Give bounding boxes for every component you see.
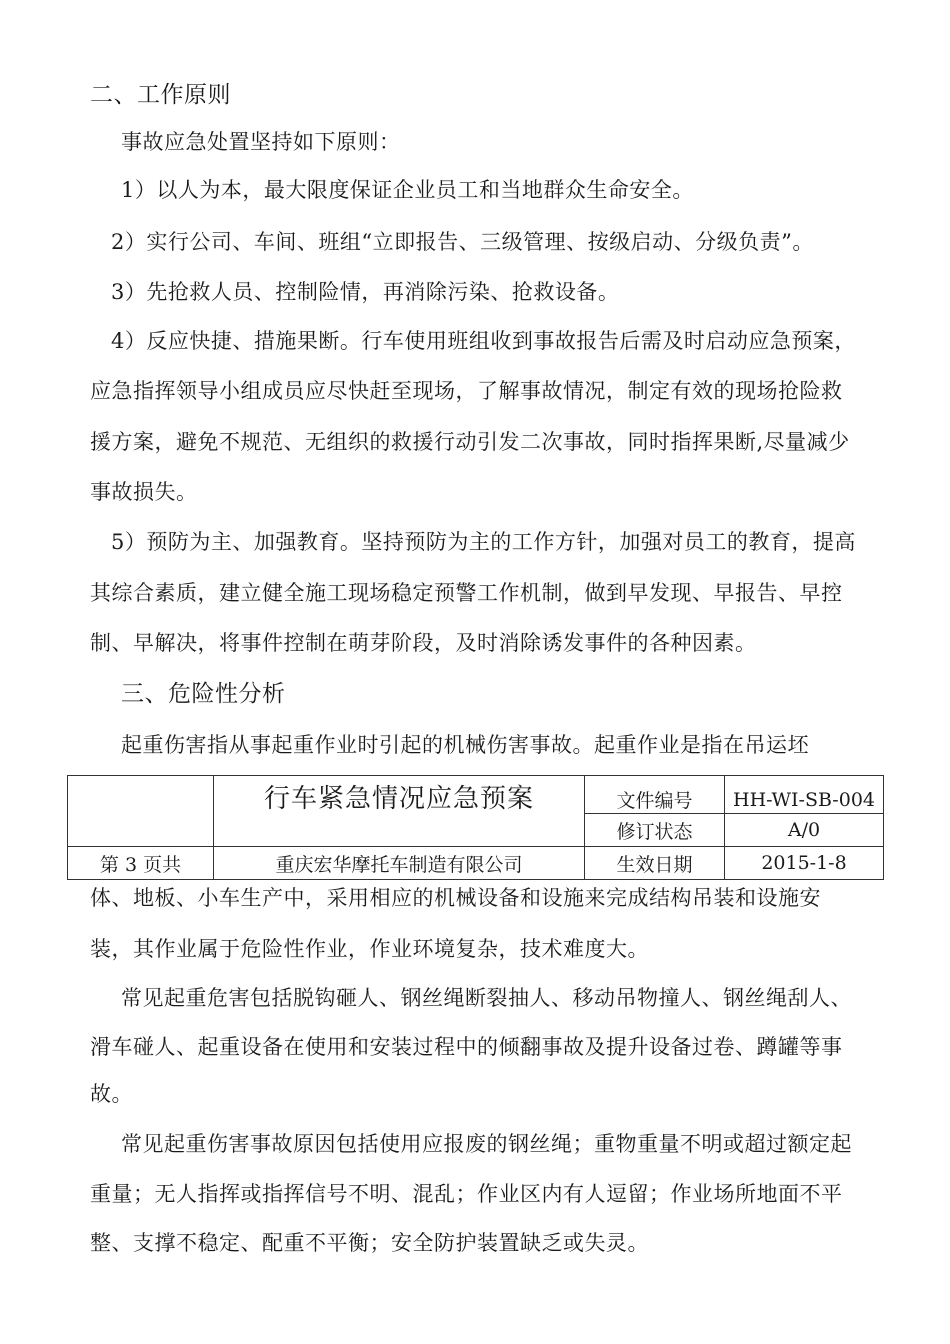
paragraph-line: 应急指挥领导小组成员应尽快赶至现场，了解事故情况，制定有效的现场抢险救 <box>90 379 843 403</box>
effective-date-value: 2015-1-8 <box>725 847 884 880</box>
paragraph-line: 制、早解决，将事件控制在萌芽阶段，及时消除诱发事件的各种因素。 <box>90 631 757 655</box>
doc-number-value: HH-WI-SB-004 <box>725 776 884 814</box>
paragraph-line: 整、支撑不稳定、配重不平衡；安全防护装置缺乏或失灵。 <box>90 1231 649 1255</box>
paragraph-line: 常见起重伤害事故原因包括使用应报废的钢丝绳；重物重量不明或超过额定起 <box>121 1132 852 1156</box>
paragraph-line: 事故损失。 <box>90 480 198 504</box>
section-2-heading: 二、工作原则 <box>90 82 231 108</box>
paragraph-line: 装，其作业属于危险性作业，作业环境复杂，技术难度大。 <box>90 937 649 961</box>
company-name: 重庆宏华摩托车制造有限公司 <box>214 847 585 880</box>
principle-2: 2）实行公司、车间、班组“立即报告、三级管理、按级启动、分级负责”。 <box>111 230 814 254</box>
paragraph-line: 故。 <box>90 1082 133 1106</box>
document-title: 行车紧急情况应急预案 <box>214 776 585 847</box>
paragraph-line: 援方案，避免不规范、无组织的救援行动引发二次事故，同时指挥果断,尽量减少 <box>90 430 850 454</box>
revision-label: 修订状态 <box>585 814 725 847</box>
revision-value: A/0 <box>725 814 884 847</box>
paragraph-line: 滑车碰人、起重设备在使用和安装过程中的倾翻事故及提升设备过卷、蹲罐等事 <box>90 1035 843 1059</box>
doc-number-label: 文件编号 <box>585 776 725 814</box>
effective-date-label: 生效日期 <box>585 847 725 880</box>
principle-3: 3）先抢救人员、控制险情，再消除污染、抢救设备。 <box>111 280 620 304</box>
paragraph-line: 4）反应快捷、措施果断。行车使用班组收到事故报告后需及时启动应急预案， <box>111 329 856 353</box>
paragraph-line: 其综合素质，建立健全施工现场稳定预警工作机制，做到早发现、早报告、早控 <box>90 581 843 605</box>
paragraph-line: 5）预防为主、加强教育。坚持预防为主的工作方针，加强对员工的教育，提高 <box>111 530 856 554</box>
section-3-heading: 三、危险性分析 <box>121 681 286 707</box>
header-empty-cell <box>68 776 214 847</box>
section-2-intro: 事故应急处置坚持如下原则： <box>121 130 401 154</box>
paragraph-line: 重量；无人指挥或指挥信号不明、混乱；作业区内有人逗留；作业场所地面不平 <box>90 1182 843 1206</box>
page-number-label: 第 3 页共 <box>68 847 214 880</box>
document-header-table <box>67 775 884 880</box>
section-3-paragraph-1-start: 起重伤害指从事起重作业时引起的机械伤害事故。起重作业是指在吊运坯 <box>121 733 809 757</box>
paragraph-line: 体、地板、小车生产中，采用相应的机械设备和设施来完成结构吊装和设施安 <box>90 886 821 910</box>
paragraph-line: 常见起重危害包括脱钩砸人、钢丝绳断裂抽人、移动吊物撞人、钢丝绳刮人、 <box>121 986 852 1010</box>
principle-1: 1）以人为本，最大限度保证企业员工和当地群众生命安全。 <box>121 178 694 202</box>
